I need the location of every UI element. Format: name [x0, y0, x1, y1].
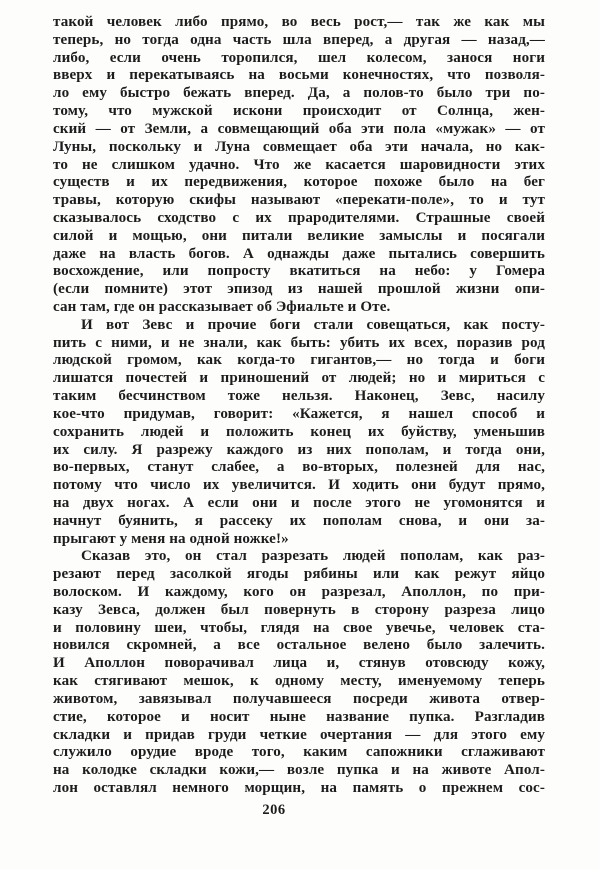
text-line: сохранить людей и положить конец их буйству, уменьшив — [53, 423, 545, 440]
text-line: Луны, поскольку и Луна совмещает оба эти начала, но как- — [53, 138, 545, 155]
text-line: лишатся почестей и приношений от людей; но и мириться с — [53, 370, 545, 387]
text-line: либо, если очень торопился, шел колесом, занося ноги — [53, 49, 545, 66]
text-line: восхождение, или попросту вкатиться на небо: у Гомера — [53, 263, 545, 280]
text-line: новился скромней, а все остальное велено было залечить. — [53, 637, 545, 654]
text-line: сан там, где он рассказывает об Эфиальте и Оте. — [53, 299, 391, 315]
text-line: людской громом, как когда-то гигантов,— но тогда и боги — [53, 352, 545, 369]
text-line: стие, которое и носит ныне название пупка. Разгладив — [53, 708, 545, 725]
text-line: волоском. И каждому, кого он разрезал, Аполлон, по при- — [53, 584, 545, 600]
text-line: даже на власть богов. А однажды даже пытались совершить — [53, 245, 545, 262]
text-line: и половину шеи, чтобы, глядя на свое увечье, человек ста- — [53, 619, 545, 636]
page-text — [53, 14, 545, 798]
paragraph — [53, 317, 545, 549]
text-line: то не слишком удачно. Что же касается шаровидности этих — [53, 156, 545, 173]
text-line: их силу. Я разрежу каждого из них пополам, и тогда они, — [53, 441, 545, 458]
text-line: Сказав это, он стал разрезать людей пополам, как раз- — [81, 548, 545, 565]
text-line: И вот Зевс и прочие боги стали совещаться, как посту- — [81, 316, 545, 333]
text-line: прыгают у меня на одной ножке!» — [53, 530, 289, 547]
paragraph — [53, 548, 545, 797]
text-line: потому что число их увеличится. И ходить они будут прямо, — [53, 477, 545, 494]
text-line: сказывалось сходство с их прародителями. Страшные своей — [53, 209, 545, 226]
text-line: силой и мощью, они питали великие замыслы и посягали — [53, 227, 545, 244]
text-line: во-первых, станут слабее, а во-вторых, полезней для нас, — [53, 459, 545, 476]
text-line: начнут буянить, я рассеку их пополам снова, и они за- — [53, 512, 545, 529]
text-line: ло ему быстро бежать вперед. Да, а полов-то было три по- — [53, 85, 545, 102]
text-line: таким бесчинством тоже нельзя. Наконец, Зевс, насилу — [53, 388, 545, 405]
paragraph — [53, 14, 545, 317]
text-line: складки и придав груди четкие очертания — для этого ему — [53, 726, 545, 743]
text-line: как стягивают мешок, к одному месту, именуемому теперь — [53, 673, 545, 690]
text-line: И Аполлон поворачивал лица и, стянув отовсюду кожу, — [53, 655, 545, 672]
text-line: тому, что мужской искони происходит от Солнца, жен- — [53, 103, 545, 120]
text-line: теперь, но тогда одна часть шла вперед, а другая — назад,— — [53, 31, 545, 48]
text-line: (если помните) этот эпизод из нашей прошлой жизни опи- — [53, 281, 545, 298]
text-line: вверх и перекатываясь на восьми конечностях, что позволя- — [53, 67, 545, 84]
text-line: такой человек либо прямо, во весь рост,— так же как мы — [53, 14, 545, 30]
text-line: кое-что придумав, говорит: «Кажется, я нашел способ и — [53, 405, 545, 422]
text-line: служило орудие вроде того, каким сапожники сглаживают — [53, 744, 545, 761]
text-line: травы, которую скифы называют «перекати-поле», то и тут — [53, 192, 545, 209]
text-line: казу Зевса, должен был повернуть в сторону разреза лицо — [53, 601, 545, 618]
text-line: ский — от Земли, а совмещающий оба эти пола «мужак» — от — [53, 120, 545, 137]
text-line: на колодке складки кожи,— возле пупка и на животе Апол- — [53, 762, 545, 779]
text-line: на двух ногах. А если они и после этого не угомонятся и — [53, 494, 545, 511]
page-number: 206 — [262, 802, 286, 818]
text-line: лон оставлял немного морщин, на память о прежнем сос- — [53, 779, 545, 796]
text-line: пить с ними, и не знали, как быть: убить их всех, поразив род — [53, 334, 545, 351]
text-line: резают перед засолкой ягоды рябины или как режут яйцо — [53, 566, 545, 583]
text-line: животом, завязывал получавшееся посреди живота отвер- — [53, 690, 545, 707]
text-line: существ и их передвижения, которое похоже было на бег — [53, 174, 545, 191]
